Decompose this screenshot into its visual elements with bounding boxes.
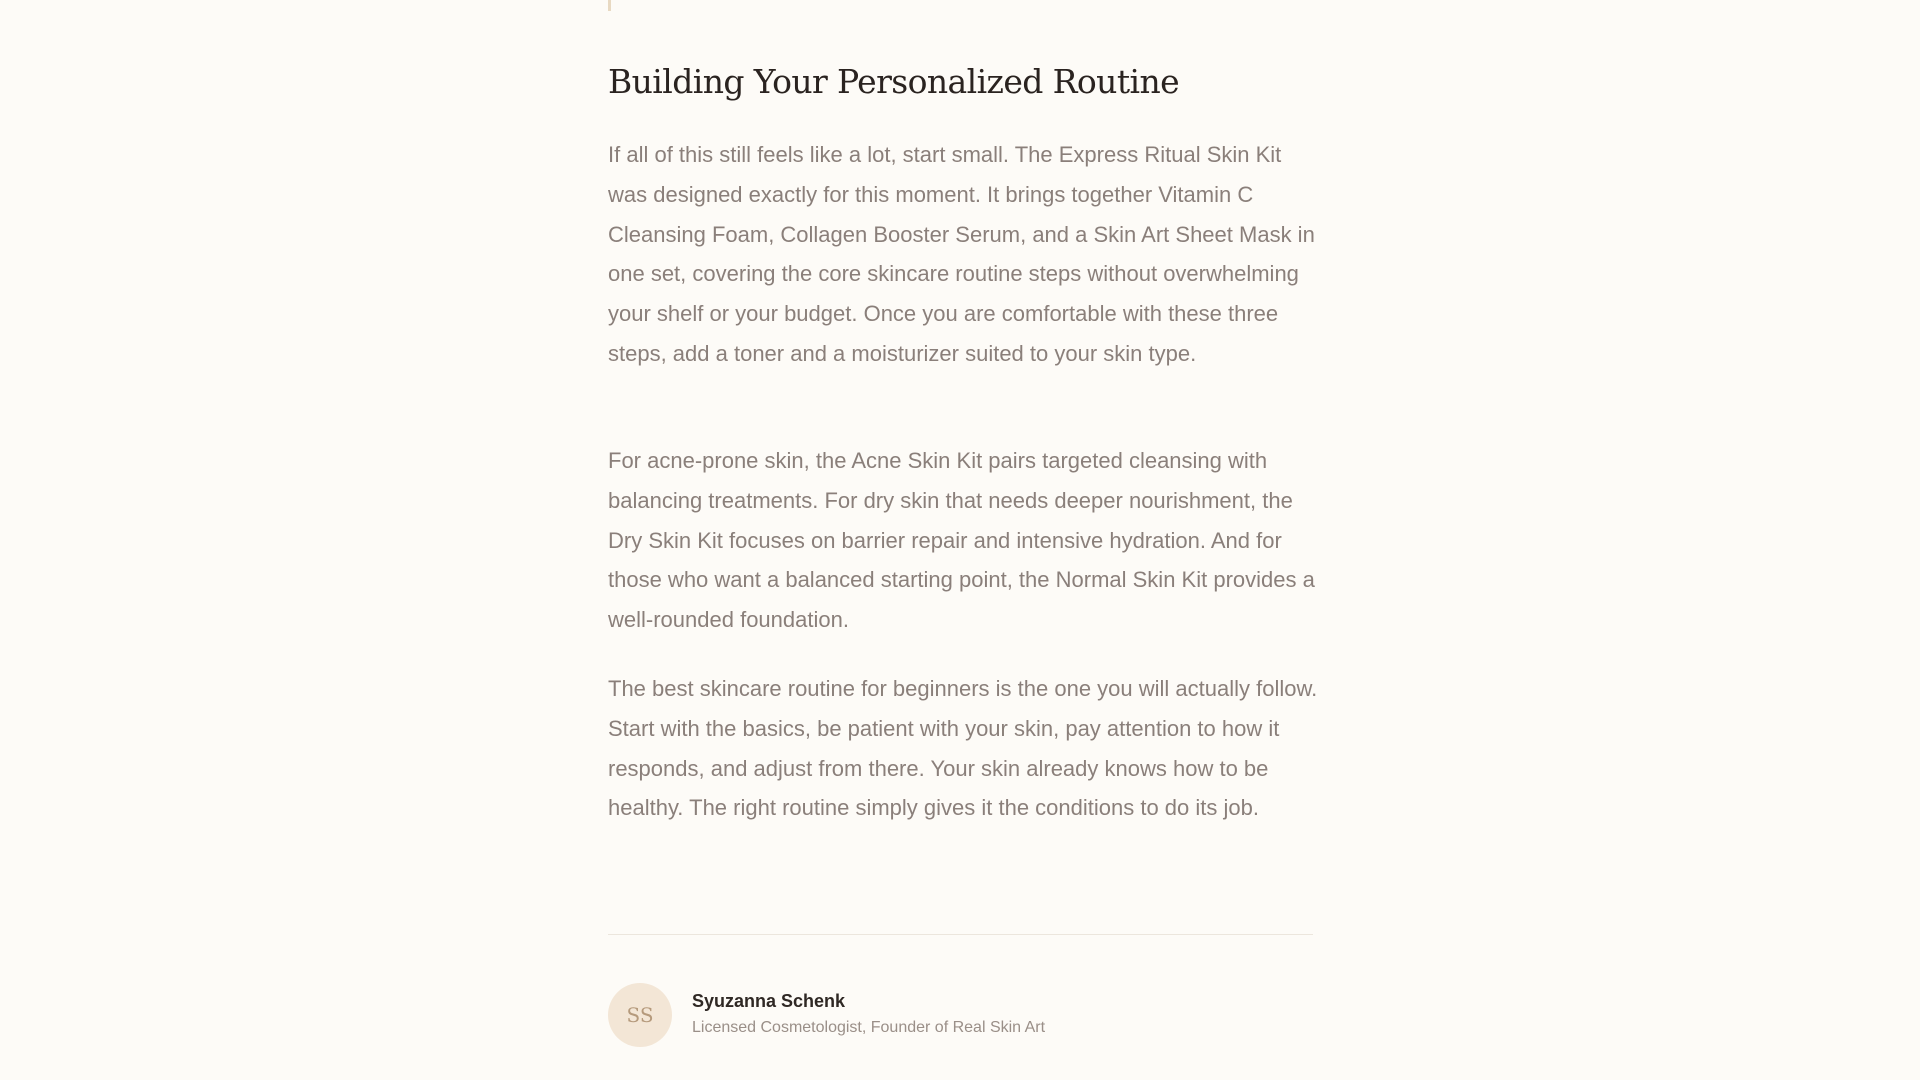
section-heading: Building Your Personalized Routine xyxy=(608,62,1180,101)
author-name: Syuzanna Schenk xyxy=(692,991,846,1011)
author-initials: SS xyxy=(626,1003,654,1027)
author-role: Licensed Cosmetologist, Founder of Real Skin Art xyxy=(692,1019,1046,1036)
blockquote-accent-bar xyxy=(608,0,611,11)
paragraph-conclusion: The best skincare routine for beginners is the one you will actually follow. Start with the basics, be patient with your skin, pay attention to how it responds, and adjust from there. Your skin already knows how to be healthy. The right routine simply gives it the conditions to do its job. xyxy=(608,676,1318,821)
author-divider xyxy=(608,934,1313,935)
author-avatar xyxy=(608,983,672,1047)
paragraph-express-kit: If all of this still feels like a lot, start small. The Express Ritual Skin Kit was designed exactly for this moment. It brings together Vitamin C Cleansing Foam, Collagen Booster Serum, and a Skin Art Sheet Mask in one set, covering the core skincare routine steps without overwhelming your shelf or your budget. Once you are comfortable with these three steps, add a toner and a moisturizer suited to your skin type. xyxy=(608,142,1315,366)
paragraph-skin-type-kits: For acne-prone skin, the Acne Skin Kit pairs targeted cleansing with balancing treatments. For dry skin that needs deeper nourishment, the Dry Skin Kit focuses on barrier repair and intensive hydration. And for those who want a balanced starting point, the Normal Skin Kit provides a well-rounded foundation. xyxy=(608,448,1315,633)
